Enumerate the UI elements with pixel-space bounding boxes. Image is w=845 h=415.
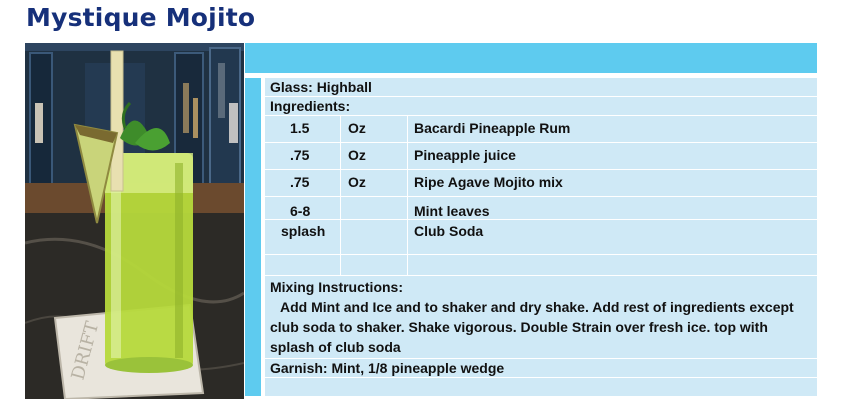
ingredient-name: Bacardi Pineapple Rum (414, 120, 571, 136)
ingredient-amount: splash (281, 223, 326, 239)
ingredient-unit: Oz (348, 120, 366, 136)
mixing-label: Mixing Instructions: (270, 279, 403, 295)
ingredient-row (265, 220, 817, 255)
card-left-bar (245, 78, 261, 396)
glass-text: Glass: Highball (270, 79, 372, 95)
coaster-text: DRIFT (67, 319, 104, 383)
page-title: Mystique Mojito (26, 3, 256, 32)
ingredient-unit: Oz (348, 174, 366, 190)
ingredient-name: Pineapple juice (414, 147, 516, 163)
ingredient-amount: .75 (290, 147, 310, 163)
ingredient-amount: 1.5 (290, 120, 310, 136)
ingredient-name: Mint leaves (414, 203, 490, 219)
cocktail-photo (25, 43, 244, 399)
ingredients-label: Ingredients: (270, 98, 351, 114)
mixing-instructions: Add Mint and Ice and to shaker and dry shake. Add rest of ingredients except club soda to shaker. Shake vigorous. Double Strain over fresh ice. top with splash of club soda (270, 299, 794, 355)
ingredient-unit: Oz (348, 147, 366, 163)
ingredient-name: Ripe Agave Mojito mix (414, 174, 563, 190)
garnish-text: Garnish: Mint, 1/8 pineapple wedge (270, 360, 505, 376)
ingredient-row (265, 197, 817, 220)
ingredient-amount: .75 (290, 174, 310, 190)
ingredient-amount: 6-8 (290, 203, 311, 219)
empty-row (265, 255, 817, 276)
ingredient-name: Club Soda (414, 223, 484, 239)
card-header-bar (245, 43, 817, 73)
